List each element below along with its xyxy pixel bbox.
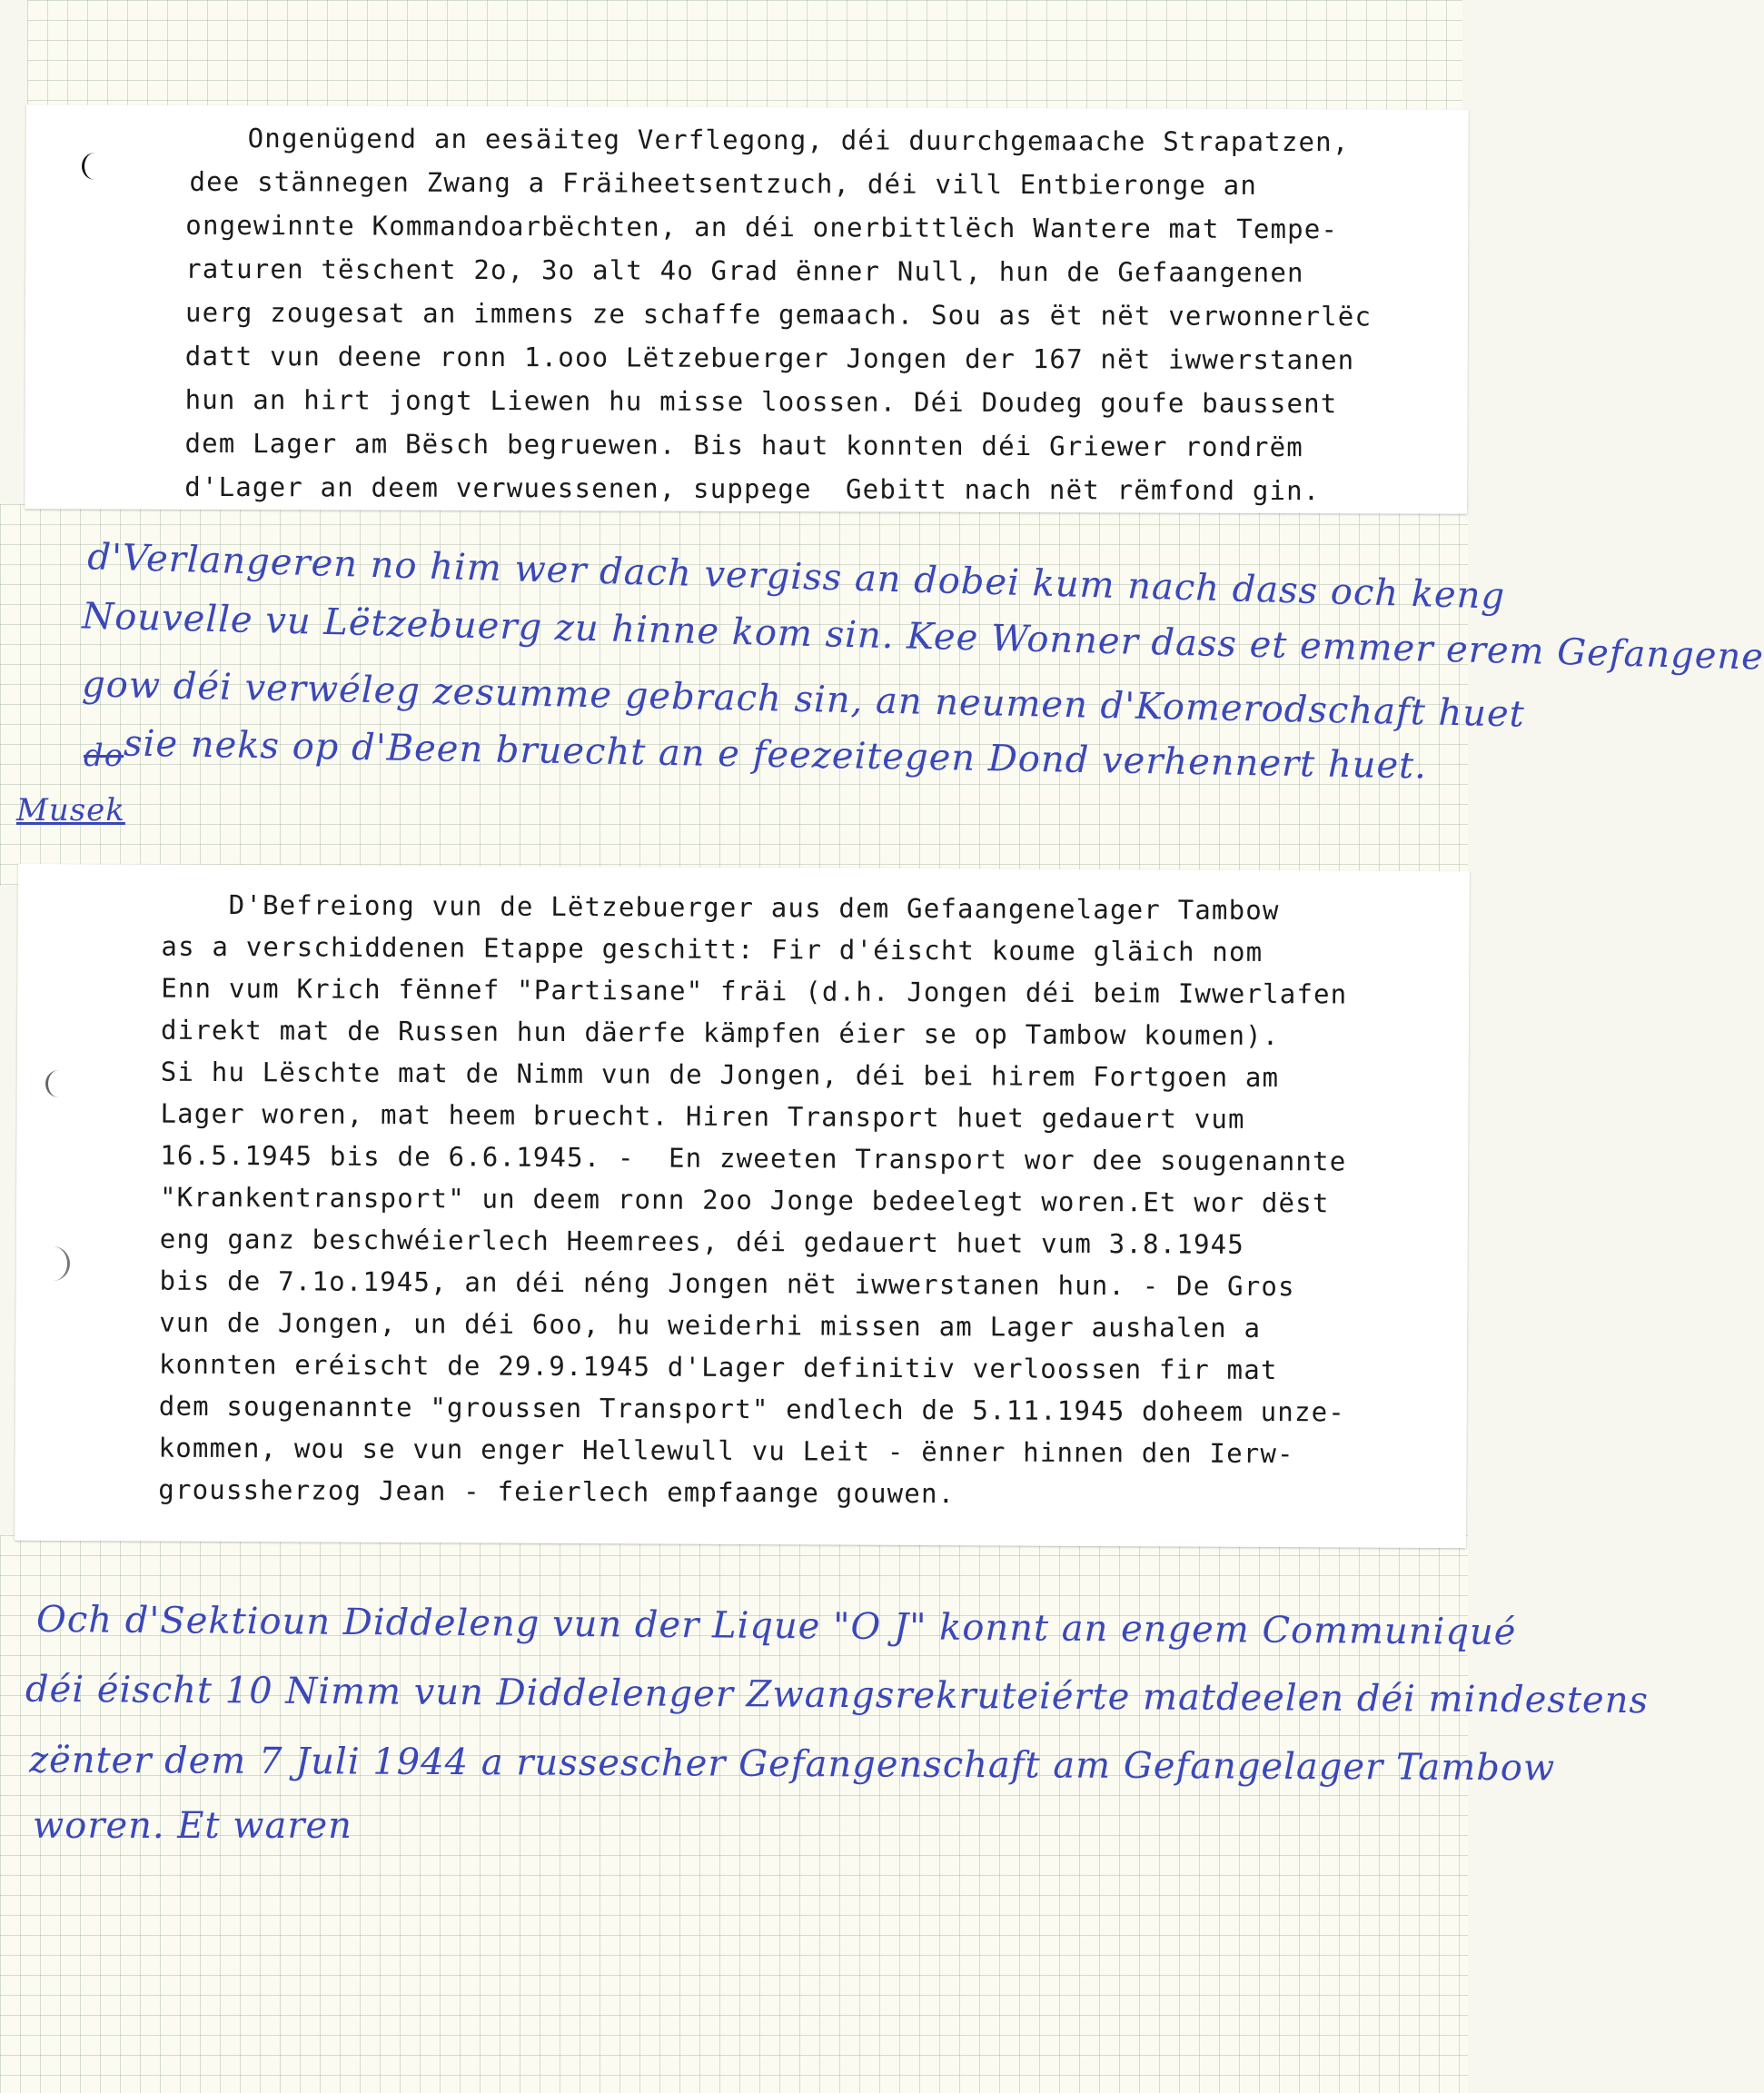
grid-paper-bottom — [0, 1535, 1650, 2093]
typed-line: dee stännegen Zwang a Fräiheetsentzuch, déi vill Entbieronge an — [189, 165, 1258, 201]
handwritten-line: Nouvelle vu Lëtzebuerg zu hinne kom sin. Kee Wonner dass et emmer erem Gefangene — [81, 595, 1764, 679]
struck-word: do — [84, 738, 124, 774]
typed-line: bis de 7.1o.1945, an déi néng Jongen nët iwwerstanen hun. - De Gros — [159, 1265, 1295, 1303]
typed-strip-2 — [15, 864, 1470, 1548]
typed-line: uerg zougesat an immens ze schaffe gemaach. Sou as ët nët verwonnerlëc — [184, 296, 1373, 332]
handwritten-line: d'Verlangeren no him wer dach vergiss an dobei kum nach dass och keng — [86, 536, 1506, 618]
typed-line: 16.5.1945 bis de 6.6.1945. - En zweeten Transport wor dee sougenannte — [160, 1139, 1347, 1177]
typed-line: raturen tëschent 2o, 3o alt 4o Grad ënner Null, hun de Gefaangenen — [185, 253, 1304, 289]
handwritten-line: sie neks op d'Been bruecht an e feezeitegen Dond verhennert huet. — [123, 722, 1428, 788]
typed-line: Enn vum Krich fënnef "Partisane" fräi (d.h. Jongen déi beim Iwwerlafen — [161, 972, 1348, 1010]
handwritten-line: déi éischt 10 Nimm vun Diddelenger Zwangsrekruteiérte matdeelen déi mindestens — [25, 1668, 1650, 1722]
typed-line: datt vun deene ronn 1.ooo Lëtzebuerger Jongen der 167 nët iwwerstanen — [184, 340, 1355, 376]
grid-paper-middle — [0, 504, 1764, 886]
handwritten-line: gow déi verwéleg zesumme gebrach sin, an neumen d'Komerodschaft huet — [81, 663, 1526, 736]
typed-line: as a verschiddenen Etappe geschitt: Fir d'éischt koume gläich nom — [161, 930, 1264, 967]
typed-line: vun de Jongen, un déi 6oo, hu weiderhi missen am Lager aushalen a — [159, 1306, 1262, 1344]
typed-strip-1 — [25, 104, 1469, 514]
handwritten-line: woren. Et waren — [33, 1805, 352, 1847]
typed-line: D'Befreiong vun de Lëtzebuerger aus dem Gefaangenelager Tambow — [228, 889, 1280, 927]
grid-paper-top — [27, 0, 1462, 118]
typed-line: ongewinnte Kommandoarbëchten, an déi onerbittlëch Wantere mat Tempe- — [185, 209, 1339, 245]
margin-note: Musek — [16, 792, 125, 828]
typed-line: groussherzog Jean - feierlech empfaange gouwen. — [158, 1473, 956, 1510]
typed-line: dem sougenannte "groussen Transport" endlech de 5.11.1945 doheem unze- — [158, 1390, 1346, 1428]
typed-line: eng ganz beschwéierlech Heemrees, déi gedauert huet vum 3.8.1945 — [159, 1223, 1245, 1260]
typed-line: hun an hirt jongt Liewen hu misse loossen. Déi Doudeg goufe baussent — [184, 383, 1338, 420]
typed-line: Lager woren, mat heem bruecht. Hiren Transport huet gedauert vum — [160, 1097, 1245, 1135]
typed-line: d'Lager an deem verwuessenen, suppege Gebitt nach nët rëmfond gin. — [184, 471, 1321, 507]
typed-line: konnten eréischt de 29.9.1945 d'Lager definitiv verloossen fir mat — [158, 1348, 1278, 1386]
typed-line: direkt mat de Russen hun däerfe kämpfen éier se op Tambow koumen). — [160, 1014, 1280, 1052]
handwritten-line: zënter dem 7 Juli 1944 a russescher Gefangenschaft am Gefangelager Tambow — [28, 1739, 1556, 1790]
typed-line: Ongenügend an eesäiteg Verflegong, déi duurchgemaache Strapatzen, — [247, 123, 1350, 158]
punch-hole-mark — [36, 1246, 70, 1281]
typed-line: dem Lager am Bësch begruewen. Bis haut konnten déi Griewer rondrëm — [184, 427, 1304, 463]
typed-line: kommen, wou se vun enger Hellewull vu Leit - ënner hinnen den Ierw- — [158, 1432, 1294, 1470]
typed-line: Si hu Lëschte mat de Nimm vun de Jongen, déi bei hirem Fortgoen am — [160, 1056, 1280, 1094]
punch-hole-mark — [82, 153, 108, 180]
handwritten-line: Och d'Sektioun Diddeleng vun der Lique "O J" konnt an engem Communiqué — [35, 1598, 1517, 1654]
punch-hole-mark — [45, 1070, 72, 1097]
typed-line: "Krankentransport" un deem ronn 2oo Jonge bedeelegt woren.Et wor dëst — [159, 1181, 1330, 1219]
